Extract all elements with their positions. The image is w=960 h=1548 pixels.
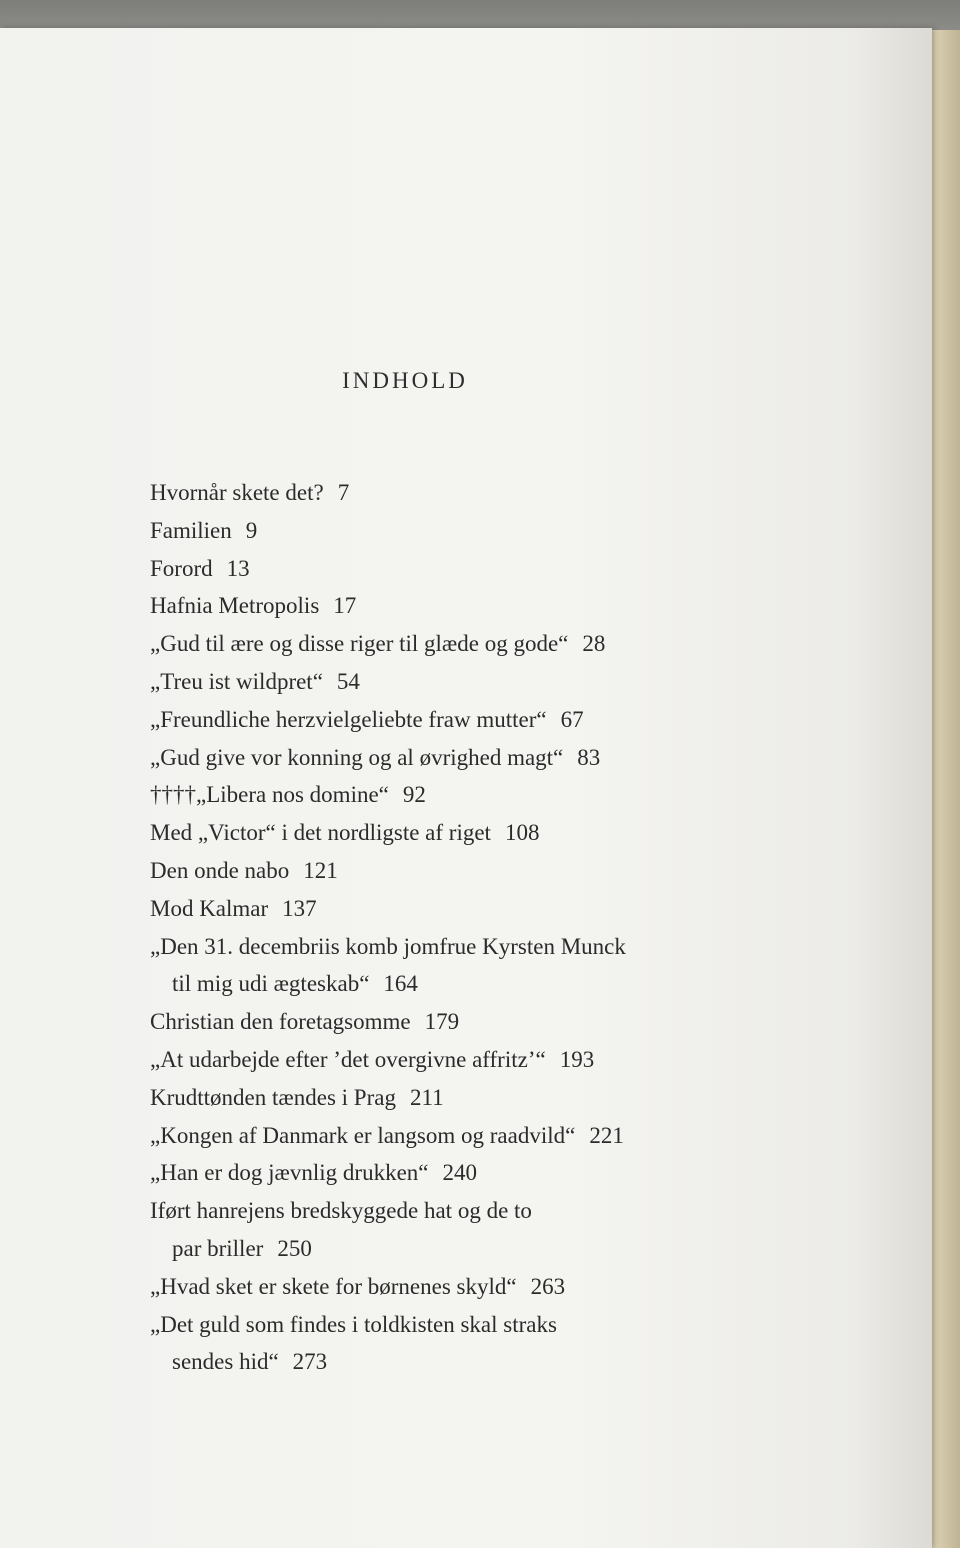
toc-entry xyxy=(150,663,750,701)
toc-entry-title-continued: sendes hid“ xyxy=(172,1349,279,1375)
toc-page-number: 54 xyxy=(336,668,360,694)
toc-entry-line1 xyxy=(150,1306,750,1344)
toc-entry xyxy=(150,814,750,852)
toc-entry-title: Mod Kalmar xyxy=(150,895,269,921)
toc-entry-title: Hvornår skete det? xyxy=(150,480,324,505)
toc-entry-title: Den onde nabo xyxy=(150,857,290,883)
toc-entry-line1 xyxy=(150,1192,750,1230)
toc-entry xyxy=(150,1268,750,1306)
toc-entry-title: „At udarbejde efter ’det overgivne affritz’“ xyxy=(150,1046,546,1072)
toc-page-number: 240 xyxy=(442,1160,477,1186)
table-of-contents xyxy=(150,474,750,1381)
toc-entry-title: „Treu ist wildpret“ xyxy=(150,668,323,694)
toc-entry-title-continued: par briller xyxy=(172,1235,264,1261)
toc-entry-title: Krudttønden tændes i Prag xyxy=(150,1084,396,1110)
toc-entry xyxy=(150,1079,750,1117)
toc-page-number: 193 xyxy=(559,1046,595,1072)
toc-page-number: 164 xyxy=(383,971,418,997)
toc-entry xyxy=(150,1003,750,1041)
toc-entry-title: Forord xyxy=(150,555,213,581)
toc-entry xyxy=(150,1154,750,1192)
toc-entry-line2 xyxy=(150,1230,750,1268)
toc-page-number: 92 xyxy=(402,782,426,808)
toc-entry-title: „Hvad sket er skete for børnenes skyld“ xyxy=(150,1273,517,1299)
toc-entry xyxy=(150,625,750,663)
toc-entry-title: „Gud give vor konning og al øvrighed magt“ xyxy=(150,744,564,770)
toc-entry-title: „Den 31. decembriis komb jomfrue Kyrsten Munck xyxy=(150,933,626,959)
toc-entry xyxy=(150,739,750,777)
page-title: INDHOLD xyxy=(342,368,468,393)
toc-entry xyxy=(150,852,750,890)
toc-entry-line2 xyxy=(150,1343,750,1381)
toc-entry-title: Hafnia Metropolis xyxy=(150,593,320,619)
toc-entry xyxy=(150,776,750,814)
toc-entry xyxy=(150,474,750,512)
toc-entry-title-continued: til mig udi ægteskab“ xyxy=(172,971,370,997)
toc-entry-line1 xyxy=(150,928,750,966)
toc-page-number: 179 xyxy=(424,1009,460,1035)
toc-page-number: 211 xyxy=(409,1084,444,1110)
toc-page-number: 28 xyxy=(582,631,606,657)
toc-page-number: 273 xyxy=(292,1349,328,1375)
toc-entry xyxy=(150,587,750,625)
toc-entry-title: Iført hanrejens bredskyggede hat og de to xyxy=(150,1198,532,1224)
toc-page-number: 250 xyxy=(277,1235,312,1261)
toc-page-number: 137 xyxy=(282,895,317,921)
toc-page-number: 9 xyxy=(245,517,258,543)
toc-page-number: 7 xyxy=(337,480,350,505)
toc-entry-title: Christian den foretagsomme xyxy=(150,1009,411,1035)
toc-page-number: 83 xyxy=(577,744,601,770)
book-page xyxy=(0,28,932,1548)
toc-entry-title: Med „Victor“ i det nordligste af riget xyxy=(150,820,491,846)
toc-entry-title: „Det guld som findes i toldkisten skal straks xyxy=(150,1311,557,1337)
toc-entry-title: ††††„Libera nos domine“ xyxy=(150,782,389,808)
toc-entry xyxy=(150,701,750,739)
toc-entry xyxy=(150,890,750,928)
toc-page-number: 17 xyxy=(333,593,357,619)
toc-entry-title: „Freundliche herzvielgeliebte fraw mutter“ xyxy=(150,706,547,732)
toc-page-number: 67 xyxy=(560,706,584,732)
toc-page-number: 13 xyxy=(226,555,250,581)
toc-entry xyxy=(150,550,750,588)
toc-page-number: 263 xyxy=(530,1273,566,1299)
toc-page-number: 108 xyxy=(504,820,540,846)
toc-entry-title: Familien xyxy=(150,517,232,543)
toc-entry xyxy=(150,1117,750,1155)
toc-page-number: 121 xyxy=(303,857,338,883)
toc-entry xyxy=(150,1041,750,1079)
toc-entry-line2 xyxy=(150,965,750,1003)
toc-page-number: 221 xyxy=(589,1122,624,1148)
toc-entry-title: „Kongen af Danmark er langsom og raadvild“ xyxy=(150,1122,576,1148)
toc-entry xyxy=(150,512,750,550)
toc-entry-title: „Han er dog jævnlig drukken“ xyxy=(150,1160,429,1186)
toc-entry-title: „Gud til ære og disse riger til glæde og gode“ xyxy=(150,631,569,657)
